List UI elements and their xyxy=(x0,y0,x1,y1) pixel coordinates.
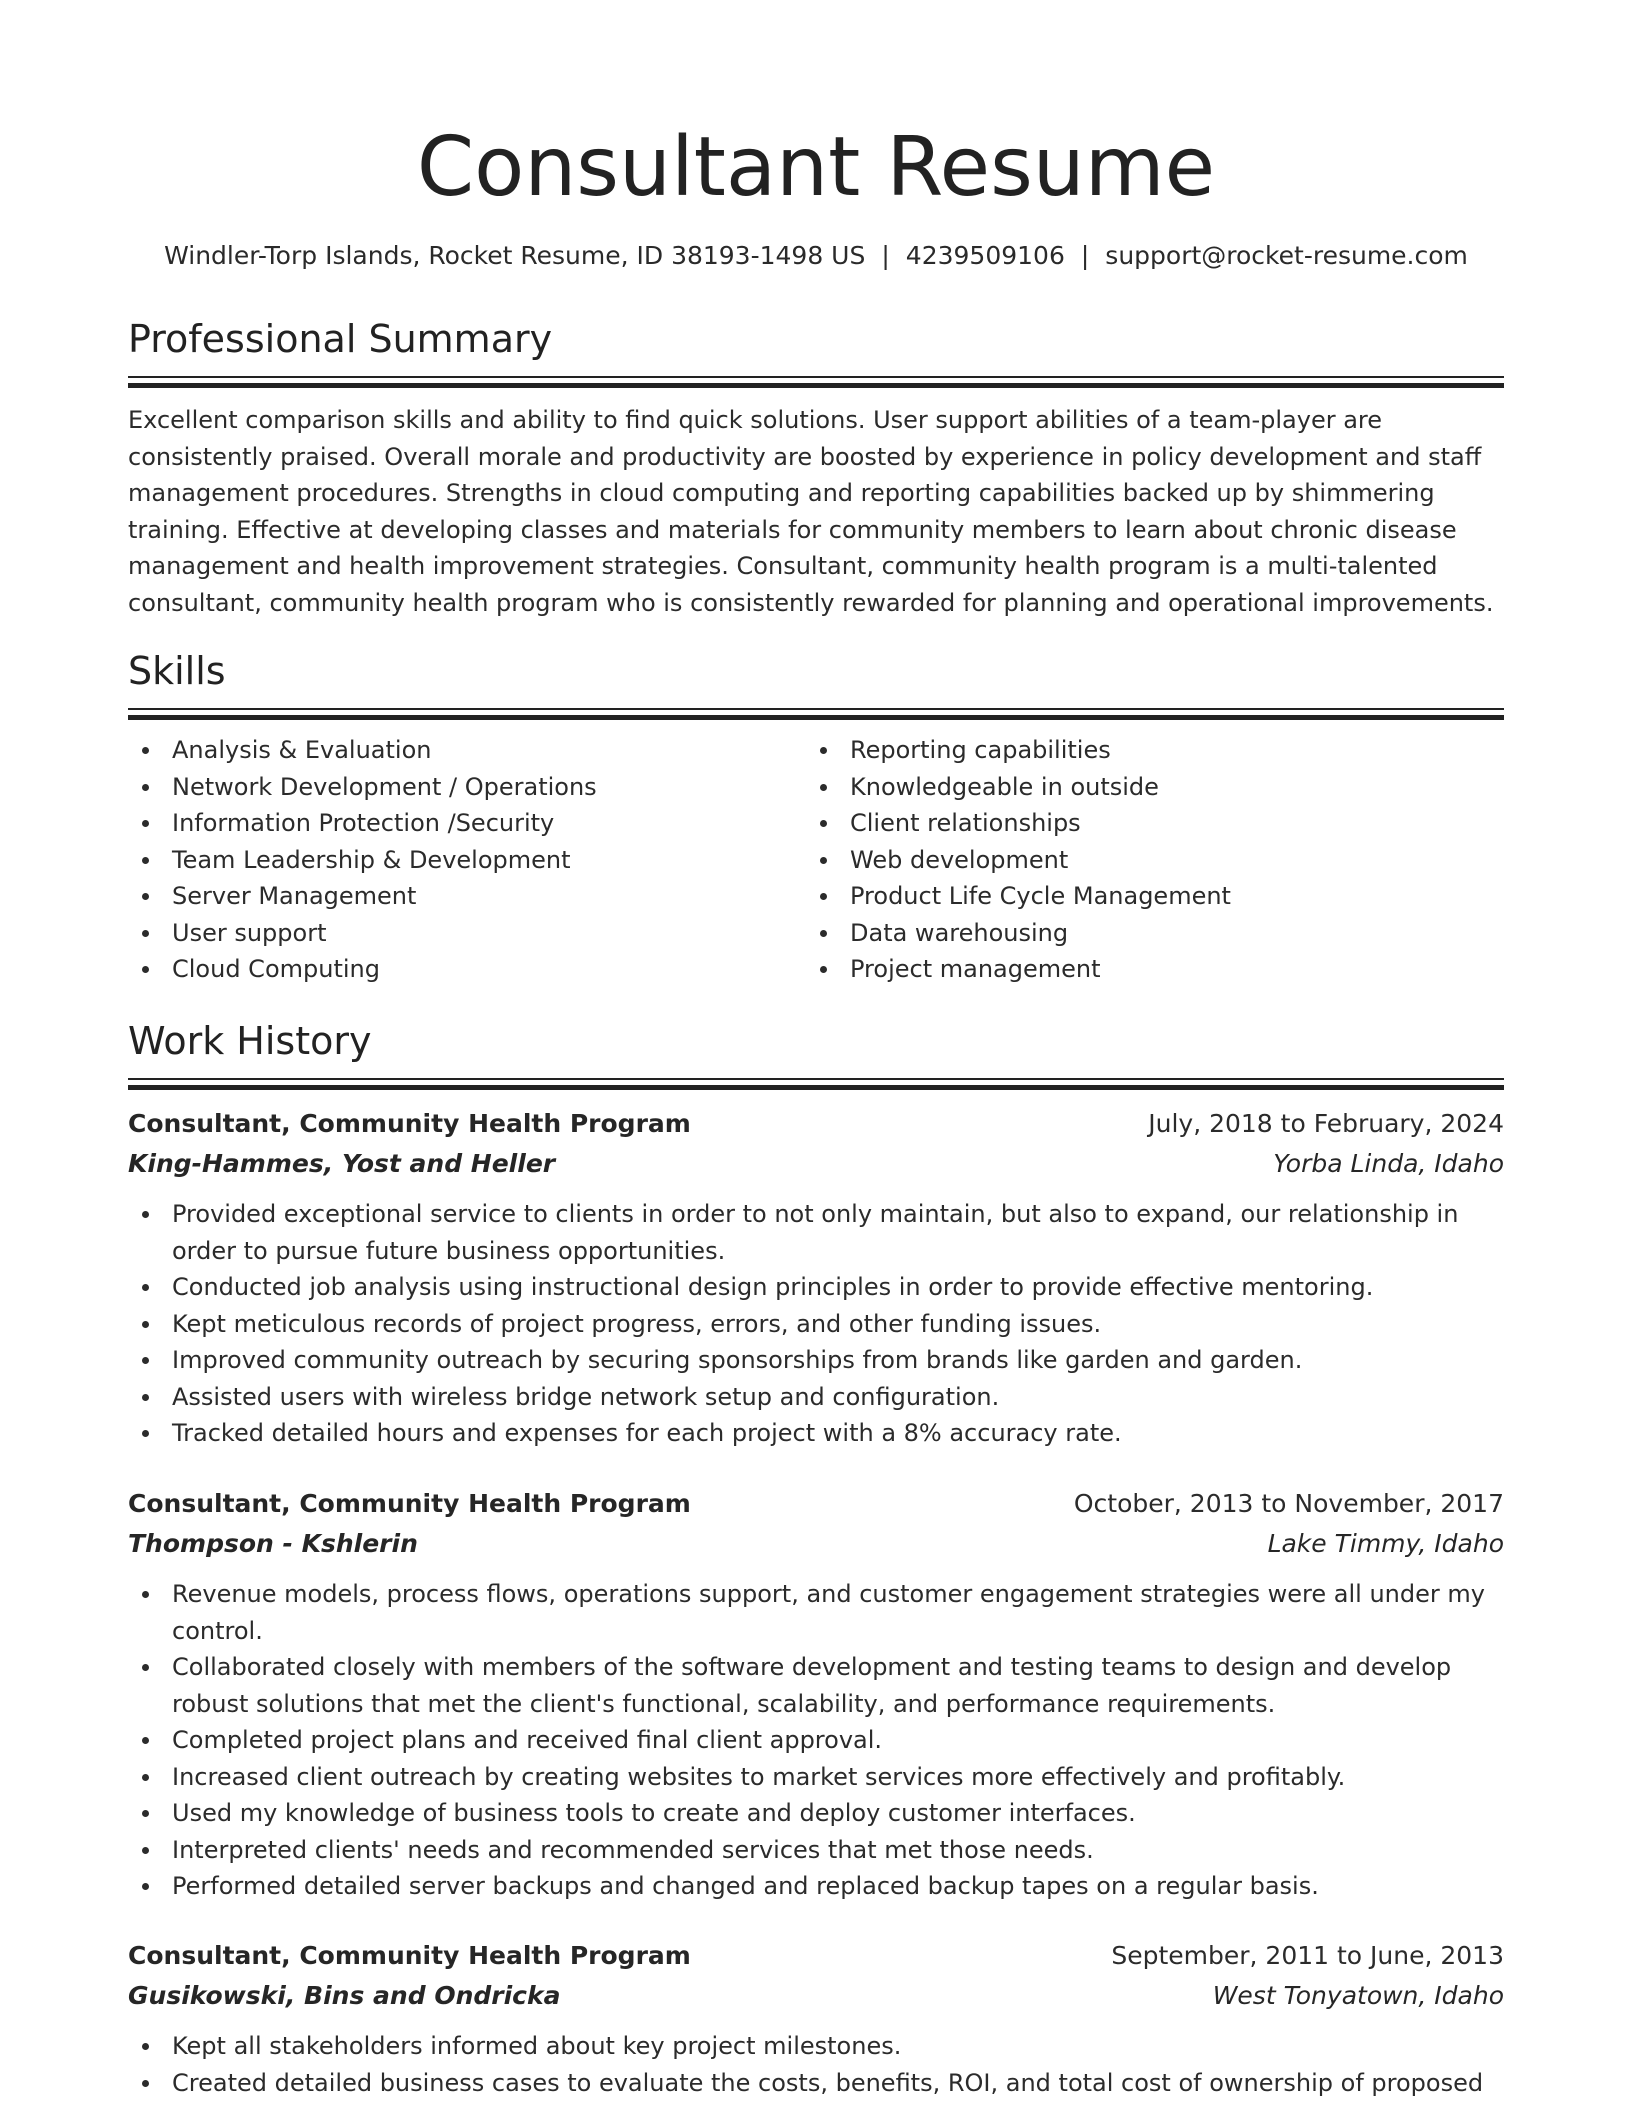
skill-item: Cloud Computing xyxy=(128,951,806,988)
job-bullet: Kept all stakeholders informed about key project milestones. xyxy=(128,2028,1504,2065)
job-location: Lake Timmy, Idaho xyxy=(1267,1529,1504,1558)
skill-item: Server Management xyxy=(128,878,806,915)
section-divider xyxy=(128,1078,1504,1090)
job-subheader xyxy=(128,1524,1504,1564)
job-dates: September, 2011 to June, 2013 xyxy=(1111,1941,1504,1970)
resume-content xyxy=(128,0,1504,2097)
job-bullet: Conducted job analysis using instructional design principles in order to provide effective mentoring. xyxy=(128,1269,1504,1306)
contact-separator: | xyxy=(1080,241,1090,270)
job-bullet: Collaborated closely with members of the software development and testing teams to design and develop robust solutions that met the client's functional, scalability, and performance requirements. xyxy=(128,1649,1504,1722)
work-history-heading: Work History xyxy=(128,1019,372,1063)
section-divider xyxy=(128,376,1504,388)
skill-item: Team Leadership & Development xyxy=(128,842,806,879)
job-bullet: Improved community outreach by securing sponsorships from brands like garden and garden. xyxy=(128,1342,1504,1379)
summary-heading: Professional Summary xyxy=(128,317,553,361)
skills-list-left xyxy=(128,732,806,988)
skill-item: Analysis & Evaluation xyxy=(128,732,806,769)
job-bullet: Kept meticulous records of project progress, errors, and other funding issues. xyxy=(128,1306,1504,1343)
contact-email: support@rocket-resume.com xyxy=(1105,241,1468,270)
job-bullet: Used my knowledge of business tools to create and deploy customer interfaces. xyxy=(128,1795,1504,1832)
section-divider xyxy=(128,708,1504,720)
skills-heading: Skills xyxy=(128,649,226,693)
contact-address: Windler-Torp Islands, Rocket Resume, ID 38193-1498 US xyxy=(164,241,866,270)
summary-text: Excellent comparison skills and ability to find quick solutions. User support abilities of a team-player are consistently praised. Overall morale and productivity are boosted by experience in policy development and staff management procedures. Strengths in cloud computing and reporting capabilities backed up by shimmering training. Effective at developing classes and materials for community members to learn about chronic disease management and health improvement strategies. Consultant, community health program is a multi-talented consultant, community health program who is consistently rewarded for planning and operational improvements. xyxy=(128,406,1494,617)
job-entry xyxy=(128,1484,1504,1905)
job-bullet: Completed project plans and received final client approval. xyxy=(128,1722,1504,1759)
job-dates: July, 2018 to February, 2024 xyxy=(1148,1109,1504,1138)
skills-list-right xyxy=(806,732,1484,988)
job-subheader xyxy=(128,1144,1504,1184)
job-title: Consultant, Community Health Program xyxy=(128,1489,691,1518)
skill-item: Reporting capabilities xyxy=(806,732,1484,769)
contact-separator: | xyxy=(881,241,890,270)
job-dates: October, 2013 to November, 2017 xyxy=(1073,1489,1504,1518)
job-title: Consultant, Community Health Program xyxy=(128,1109,691,1138)
contact-line xyxy=(128,240,1504,272)
work-history-section xyxy=(128,1018,1504,1090)
skill-item: Data warehousing xyxy=(806,915,1484,952)
skill-item: User support xyxy=(128,915,806,952)
job-entry xyxy=(128,1936,1504,2101)
resume-title: Consultant Resume xyxy=(416,120,1216,215)
job-company: Thompson - Kshlerin xyxy=(128,1529,418,1558)
skills-section xyxy=(128,648,1504,988)
job-company: King-Hammes, Yost and Heller xyxy=(128,1149,556,1178)
skill-item: Web development xyxy=(806,842,1484,879)
job-bullet: Increased client outreach by creating websites to market services more effectively and profitably. xyxy=(128,1759,1504,1796)
job-entry xyxy=(128,1104,1504,1452)
skill-item: Client relationships xyxy=(806,805,1484,842)
job-bullet: Performed detailed server backups and changed and replaced backup tapes on a regular basis. xyxy=(128,1868,1504,1905)
job-location: West Tonyatown, Idaho xyxy=(1212,1981,1504,2010)
job-bullet: Assisted users with wireless bridge network setup and configuration. xyxy=(128,1379,1504,1416)
job-bullet: Tracked detailed hours and expenses for each project with a 8% accuracy rate. xyxy=(128,1415,1504,1452)
job-header xyxy=(128,1936,1504,1976)
skill-item: Product Life Cycle Management xyxy=(806,878,1484,915)
skill-item: Information Protection /Security xyxy=(128,805,806,842)
job-bullet: Created detailed business cases to evaluate the costs, benefits, ROI, and total cost of ownership of proposed xyxy=(128,2065,1504,2102)
job-bullets xyxy=(128,1196,1504,1452)
summary-section xyxy=(128,316,1504,621)
job-bullet: Interpreted clients' needs and recommended services that met those needs. xyxy=(128,1832,1504,1869)
job-bullet: Revenue models, process flows, operations support, and customer engagement strategies were all under my control. xyxy=(128,1576,1504,1649)
job-bullets xyxy=(128,2028,1504,2101)
job-header xyxy=(128,1484,1504,1524)
contact-phone: 4239509106 xyxy=(905,241,1065,270)
job-company: Gusikowski, Bins and Ondricka xyxy=(128,1981,561,2010)
skill-item: Knowledgeable in outside xyxy=(806,769,1484,806)
job-header xyxy=(128,1104,1504,1144)
skills-columns xyxy=(128,732,1504,988)
job-title: Consultant, Community Health Program xyxy=(128,1941,691,1970)
job-location: Yorba Linda, Idaho xyxy=(1273,1149,1504,1178)
job-bullets xyxy=(128,1576,1504,1905)
job-bullet: Provided exceptional service to clients in order to not only maintain, but also to expand, our relationship in order to pursue future business opportunities. xyxy=(128,1196,1504,1269)
job-subheader xyxy=(128,1976,1504,2016)
skill-item: Network Development / Operations xyxy=(128,769,806,806)
skill-item: Project management xyxy=(806,951,1484,988)
